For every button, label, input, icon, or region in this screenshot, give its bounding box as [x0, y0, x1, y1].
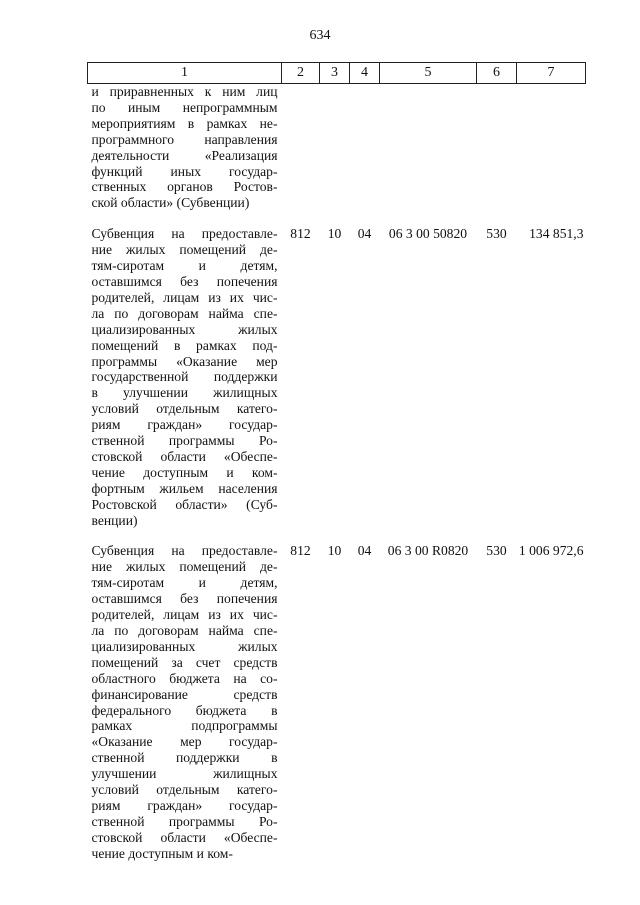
- row-separator: [88, 528, 586, 543]
- column-header-admin: 2: [282, 63, 320, 84]
- cell-section: 10: [327, 543, 342, 559]
- cell-name-line: функций иных государ-: [91, 163, 278, 179]
- cell-name-line: ла по договорам найма спе-: [91, 305, 278, 321]
- cell-admin: 812: [290, 543, 311, 559]
- cell-name-line: в улучшении жилищных: [91, 385, 278, 401]
- cell-name-line: ние жилых помещений де-: [91, 559, 278, 575]
- cell-name-line: циализированных жилых: [91, 321, 278, 337]
- cell-name-line: ственной программы Ро-: [91, 813, 278, 829]
- cell-admin: 812: [290, 226, 311, 242]
- cell-amount: 1 006 972,6: [518, 543, 584, 559]
- cell-name-line: тям-сиротам и детям,: [91, 575, 278, 591]
- column-header-name: 1: [88, 63, 282, 84]
- cell-name-line: стовской области «Обеспе-: [91, 448, 278, 464]
- cell-section: 10: [327, 226, 342, 242]
- cell-name-line: тям-сиротам и детям,: [91, 258, 278, 274]
- cell-name-line: циализированных жилых: [91, 638, 278, 654]
- column-header-subsection: 4: [350, 63, 380, 84]
- cell-name-line: родителей, лицам из их чис-: [91, 289, 278, 305]
- cell-name-line: родителей, лицам из их чис-: [91, 607, 278, 623]
- cell-name-line: венции): [91, 512, 138, 528]
- table-row: [88, 543, 586, 861]
- cell-name-line: риям граждан» государ-: [91, 417, 278, 433]
- cell-name-line: и приравненных к ним лиц: [91, 84, 278, 99]
- cell-name: [88, 84, 282, 212]
- cell-expense-type: [477, 84, 517, 212]
- cell-name-line: рамках подпрограммы: [91, 718, 278, 734]
- column-header-section: 3: [320, 63, 350, 84]
- cell-name-line: деятельности «Реализация: [91, 147, 278, 163]
- row-separator-cell: [88, 211, 586, 226]
- cell-name-line: оставшимся без попечения: [91, 273, 278, 289]
- cell-subsection: 04: [357, 543, 372, 559]
- cell-subsection: 04: [357, 226, 372, 242]
- budget-table: [87, 62, 586, 862]
- cell-name: [88, 543, 282, 861]
- cell-name-line: ской области» (Субвенции): [91, 195, 250, 211]
- table-row: [88, 84, 586, 212]
- column-header-expense-type: 6: [477, 63, 517, 84]
- cell-target-article: [380, 84, 477, 212]
- cell-amount: [517, 84, 586, 212]
- cell-admin: [282, 84, 320, 212]
- cell-amount: 134 851,3: [529, 226, 584, 242]
- cell-name-line: Субвенция на предоставле-: [91, 226, 278, 242]
- cell-name-line: «Оказание мер государ-: [91, 734, 278, 750]
- cell-name-line: стовской области «Обеспе-: [91, 829, 278, 845]
- column-header-target-article: 5: [380, 63, 477, 84]
- cell-name-line: ственных органов Ростов-: [91, 179, 278, 195]
- cell-name-line: условий отдельным катего-: [91, 401, 278, 417]
- cell-name-line: Субвенция на предоставле-: [91, 543, 278, 559]
- cell-name-line: мероприятиям в рамках не-: [91, 115, 278, 131]
- cell-name-line: ственной программы Ро-: [91, 433, 278, 449]
- cell-name-line: условий отдельным катего-: [91, 782, 278, 798]
- cell-name: [88, 226, 282, 528]
- cell-section: [320, 84, 350, 212]
- cell-name-line: оставшимся без попечения: [91, 591, 278, 607]
- cell-name-line: ла по договорам найма спе-: [91, 623, 278, 638]
- cell-name-line: улучшении жилищных: [91, 766, 278, 782]
- cell-name-line: ние жилых помещений де-: [91, 242, 278, 258]
- table-body: [88, 84, 586, 862]
- cell-name-line: чение доступным и ком-: [91, 464, 278, 480]
- cell-name-line: ственной поддержки в: [91, 750, 278, 766]
- cell-name-line: риям граждан» государ-: [91, 797, 278, 813]
- cell-target-article: 06 3 00 R0820: [387, 543, 469, 559]
- page-number: 634: [309, 28, 331, 43]
- row-separator-cell: [88, 528, 586, 543]
- row-separator: [88, 211, 586, 226]
- cell-name-line: Ростовской области» (Суб-: [91, 496, 278, 512]
- cell-name-line: помещений за счет средств: [91, 654, 278, 670]
- cell-name-line: программного направления: [91, 131, 278, 147]
- table-row: [88, 226, 586, 528]
- cell-expense-type: 530: [486, 543, 507, 559]
- table-header-row: [88, 63, 586, 84]
- cell-name-line: государственной поддержки: [91, 369, 278, 385]
- cell-subsection: [350, 84, 380, 212]
- cell-name-line: по иным непрограммным: [91, 99, 278, 115]
- cell-name-line: финансирование средств: [91, 686, 278, 702]
- cell-target-article: 06 3 00 50820: [388, 226, 468, 242]
- cell-name-line: фортным жильем населения: [91, 480, 278, 496]
- column-header-amount: 7: [517, 63, 586, 84]
- cell-name-line: федерального бюджета в: [91, 702, 278, 718]
- cell-name-line: помещений в рамках под-: [91, 337, 278, 353]
- cell-name-line: программы «Оказание мер: [91, 353, 278, 369]
- cell-name-line: областного бюджета на со-: [91, 670, 278, 686]
- cell-name-line: чение доступным и ком-: [91, 845, 233, 861]
- cell-expense-type: 530: [486, 226, 507, 242]
